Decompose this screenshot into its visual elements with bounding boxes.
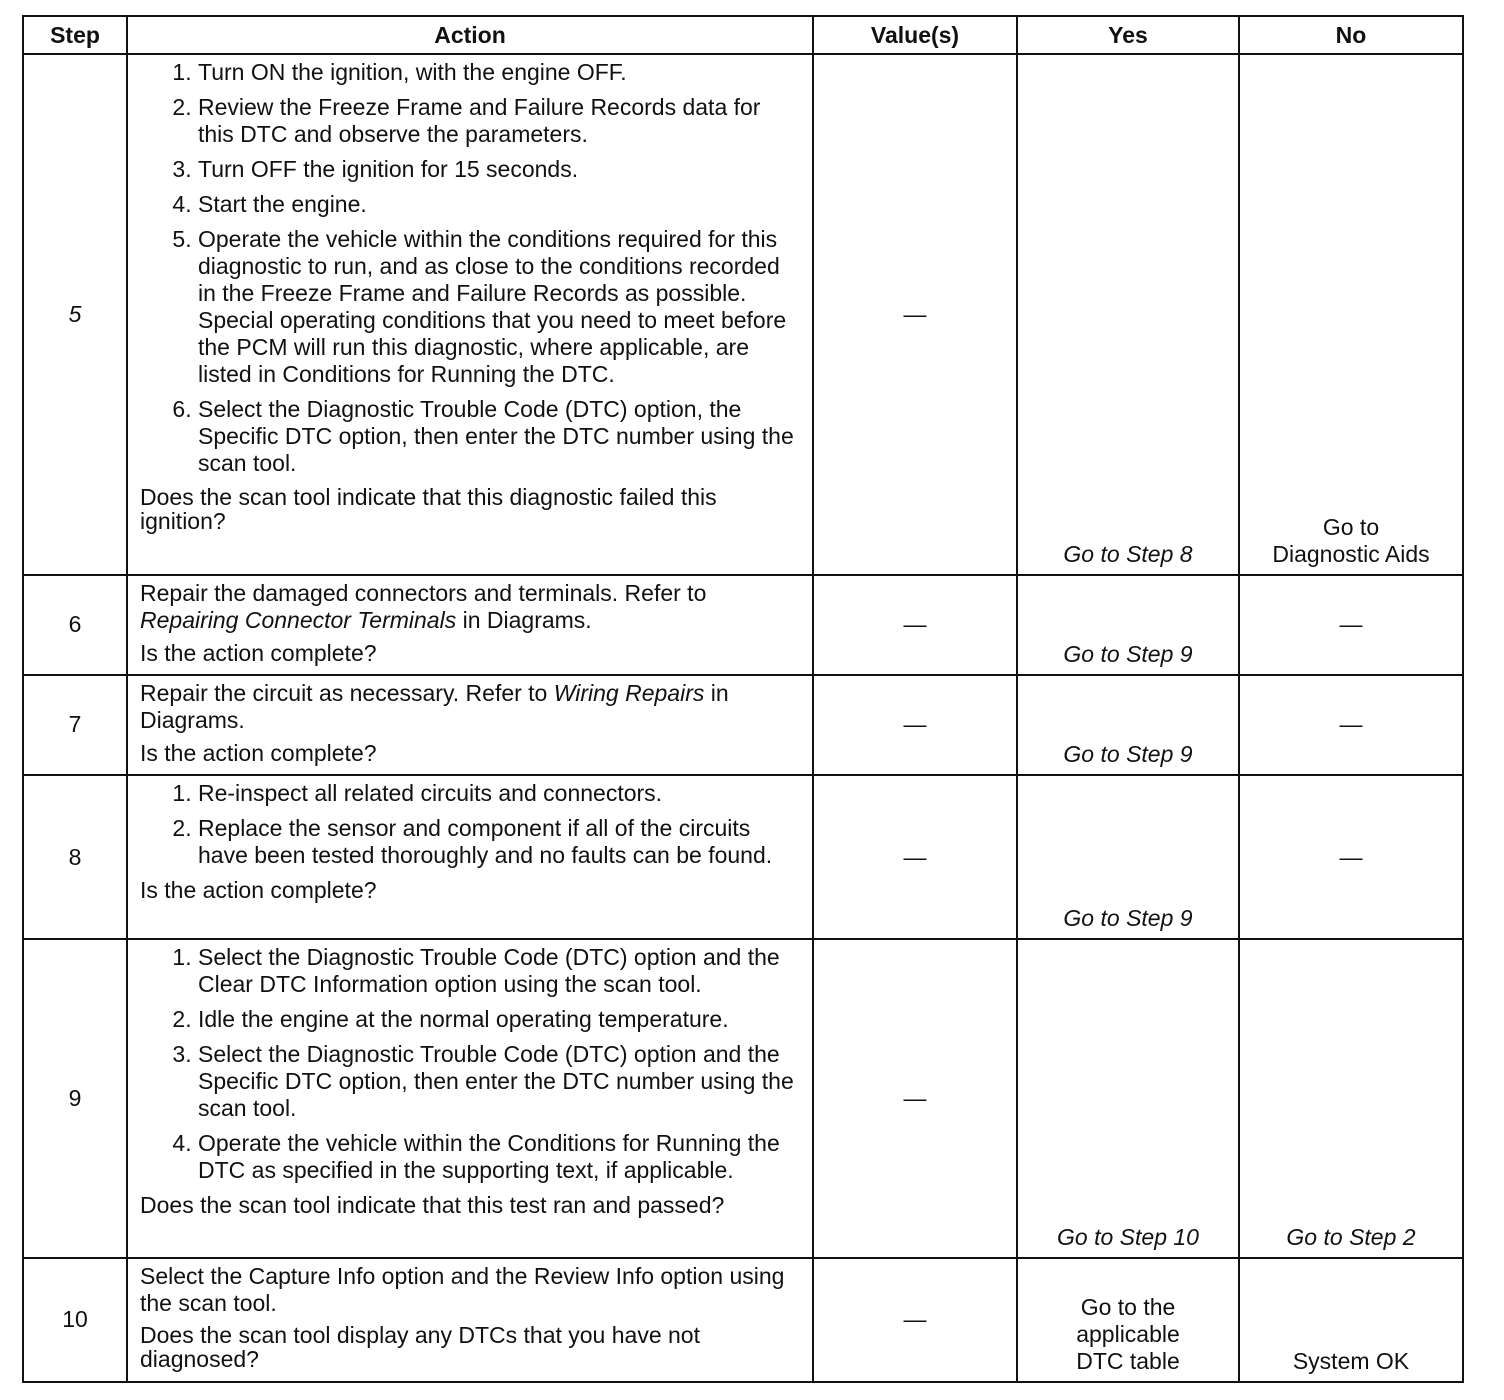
table-row-step-7 bbox=[23, 675, 1463, 775]
list-item: 2. Idle the engine at the normal operating temperature. bbox=[198, 1006, 802, 1033]
value-cell: — bbox=[813, 575, 1017, 675]
action-question: Is the action complete? bbox=[140, 877, 377, 904]
no-cell: — bbox=[1239, 675, 1463, 775]
action-text bbox=[140, 680, 802, 734]
no-cell: System OK bbox=[1239, 1258, 1463, 1382]
action-text-a: Repair the circuit as necessary. Refer to bbox=[140, 679, 548, 706]
action-question: Does the scan tool indicate that this test ran and passed? bbox=[140, 1192, 725, 1219]
action-text-b: in Diagrams. bbox=[140, 679, 729, 733]
action-cell bbox=[127, 1258, 813, 1382]
yes-cell: Go to Step 9 bbox=[1017, 675, 1239, 775]
list-item: 5. Operate the vehicle within the conditions required for this diagnostic to run, and as close to the conditions recorded in the Freeze Frame and Failure Records as possible. Special operating conditions that you need to meet before the PCM will run this diagnostic, where applicable, are listed in Conditions for Running the DTC. bbox=[198, 226, 802, 388]
table-row-step-10 bbox=[23, 1258, 1463, 1382]
action-list bbox=[140, 944, 802, 1184]
list-item: 1. Re-inspect all related circuits and connectors. bbox=[198, 780, 802, 807]
action-text-a: Repair the damaged connectors and terminals. Refer to bbox=[140, 579, 707, 606]
no-cell: — bbox=[1239, 775, 1463, 939]
list-item: 3. Select the Diagnostic Trouble Code (DTC) option and the Specific DTC option, then enter the DTC number using the scan tool. bbox=[198, 1041, 802, 1122]
action-cell bbox=[127, 575, 813, 675]
yes-cell: Go to Step 9 bbox=[1017, 575, 1239, 675]
list-item: 4. Start the engine. bbox=[198, 191, 802, 218]
list-item: 2. Replace the sensor and component if all of the circuits have been tested thoroughly and no faults can be found. bbox=[198, 815, 802, 869]
list-item: 1. Select the Diagnostic Trouble Code (DTC) option and the Clear DTC Information option using the scan tool. bbox=[198, 944, 802, 998]
action-question: Is the action complete? bbox=[140, 739, 377, 766]
list-item: 4. Operate the vehicle within the Conditions for Running the DTC as specified in the supporting text, if applicable. bbox=[198, 1130, 802, 1184]
yes-cell bbox=[1017, 1258, 1239, 1382]
value-cell: — bbox=[813, 675, 1017, 775]
header-step: Step bbox=[23, 16, 127, 54]
header-action: Action bbox=[127, 16, 813, 54]
step-number: 8 bbox=[23, 775, 127, 939]
header-yes: Yes bbox=[1017, 16, 1239, 54]
diagnostic-table-page bbox=[22, 15, 1462, 1383]
step-number: 7 bbox=[23, 675, 127, 775]
yes-line: applicable bbox=[1076, 1321, 1180, 1347]
action-question: Is the action complete? bbox=[140, 639, 377, 666]
no-line: Diagnostic Aids bbox=[1272, 540, 1430, 567]
reference-link: Repairing Connector Terminals bbox=[140, 606, 457, 633]
table-row-step-5 bbox=[23, 54, 1463, 575]
action-cell bbox=[127, 939, 813, 1257]
action-cell bbox=[127, 775, 813, 939]
table-row-step-9 bbox=[23, 939, 1463, 1257]
yes-cell: Go to Step 8 bbox=[1017, 54, 1239, 575]
action-text bbox=[140, 580, 802, 634]
reference-link: Wiring Repairs bbox=[553, 679, 705, 706]
list-item: 1. Turn ON the ignition, with the engine OFF. bbox=[198, 59, 802, 86]
yes-cell: Go to Step 9 bbox=[1017, 775, 1239, 939]
value-cell: — bbox=[813, 54, 1017, 575]
step-number: 5 bbox=[23, 54, 127, 575]
header-no: No bbox=[1239, 16, 1463, 54]
action-cell bbox=[127, 675, 813, 775]
action-list bbox=[140, 780, 802, 869]
step-number: 10 bbox=[23, 1258, 127, 1382]
yes-line: Go to the bbox=[1080, 1294, 1176, 1320]
step-number: 9 bbox=[23, 939, 127, 1257]
header-values: Value(s) bbox=[813, 16, 1017, 54]
list-item: 2. Review the Freeze Frame and Failure Records data for this DTC and observe the parameters. bbox=[198, 94, 802, 148]
value-cell: — bbox=[813, 1258, 1017, 1382]
step-number: 6 bbox=[23, 575, 127, 675]
table-row-step-6 bbox=[23, 575, 1463, 675]
list-item: 6. Select the Diagnostic Trouble Code (DTC) option, the Specific DTC option, then enter the DTC number using the scan tool. bbox=[198, 396, 802, 477]
no-line: Go to bbox=[1322, 513, 1380, 540]
yes-line: DTC table bbox=[1076, 1348, 1180, 1374]
diagnostic-table bbox=[22, 15, 1464, 1383]
action-question: Does the scan tool indicate that this diagnostic failed this ignition? bbox=[140, 484, 717, 534]
no-cell: — bbox=[1239, 575, 1463, 675]
value-cell: — bbox=[813, 939, 1017, 1257]
action-cell bbox=[127, 54, 813, 575]
value-cell: — bbox=[813, 775, 1017, 939]
header-row bbox=[23, 16, 1463, 54]
no-cell: Go to Step 2 bbox=[1239, 939, 1463, 1257]
action-text-b: in Diagrams. bbox=[462, 606, 592, 633]
no-cell bbox=[1239, 54, 1463, 575]
list-item: 3. Turn OFF the ignition for 15 seconds. bbox=[198, 156, 802, 183]
action-text: Select the Capture Info option and the Review Info option using the scan tool. bbox=[140, 1262, 785, 1316]
action-question: Does the scan tool display any DTCs that you have not diagnosed? bbox=[140, 1321, 700, 1372]
yes-cell: Go to Step 10 bbox=[1017, 939, 1239, 1257]
table-row-step-8 bbox=[23, 775, 1463, 939]
action-list bbox=[140, 59, 802, 477]
